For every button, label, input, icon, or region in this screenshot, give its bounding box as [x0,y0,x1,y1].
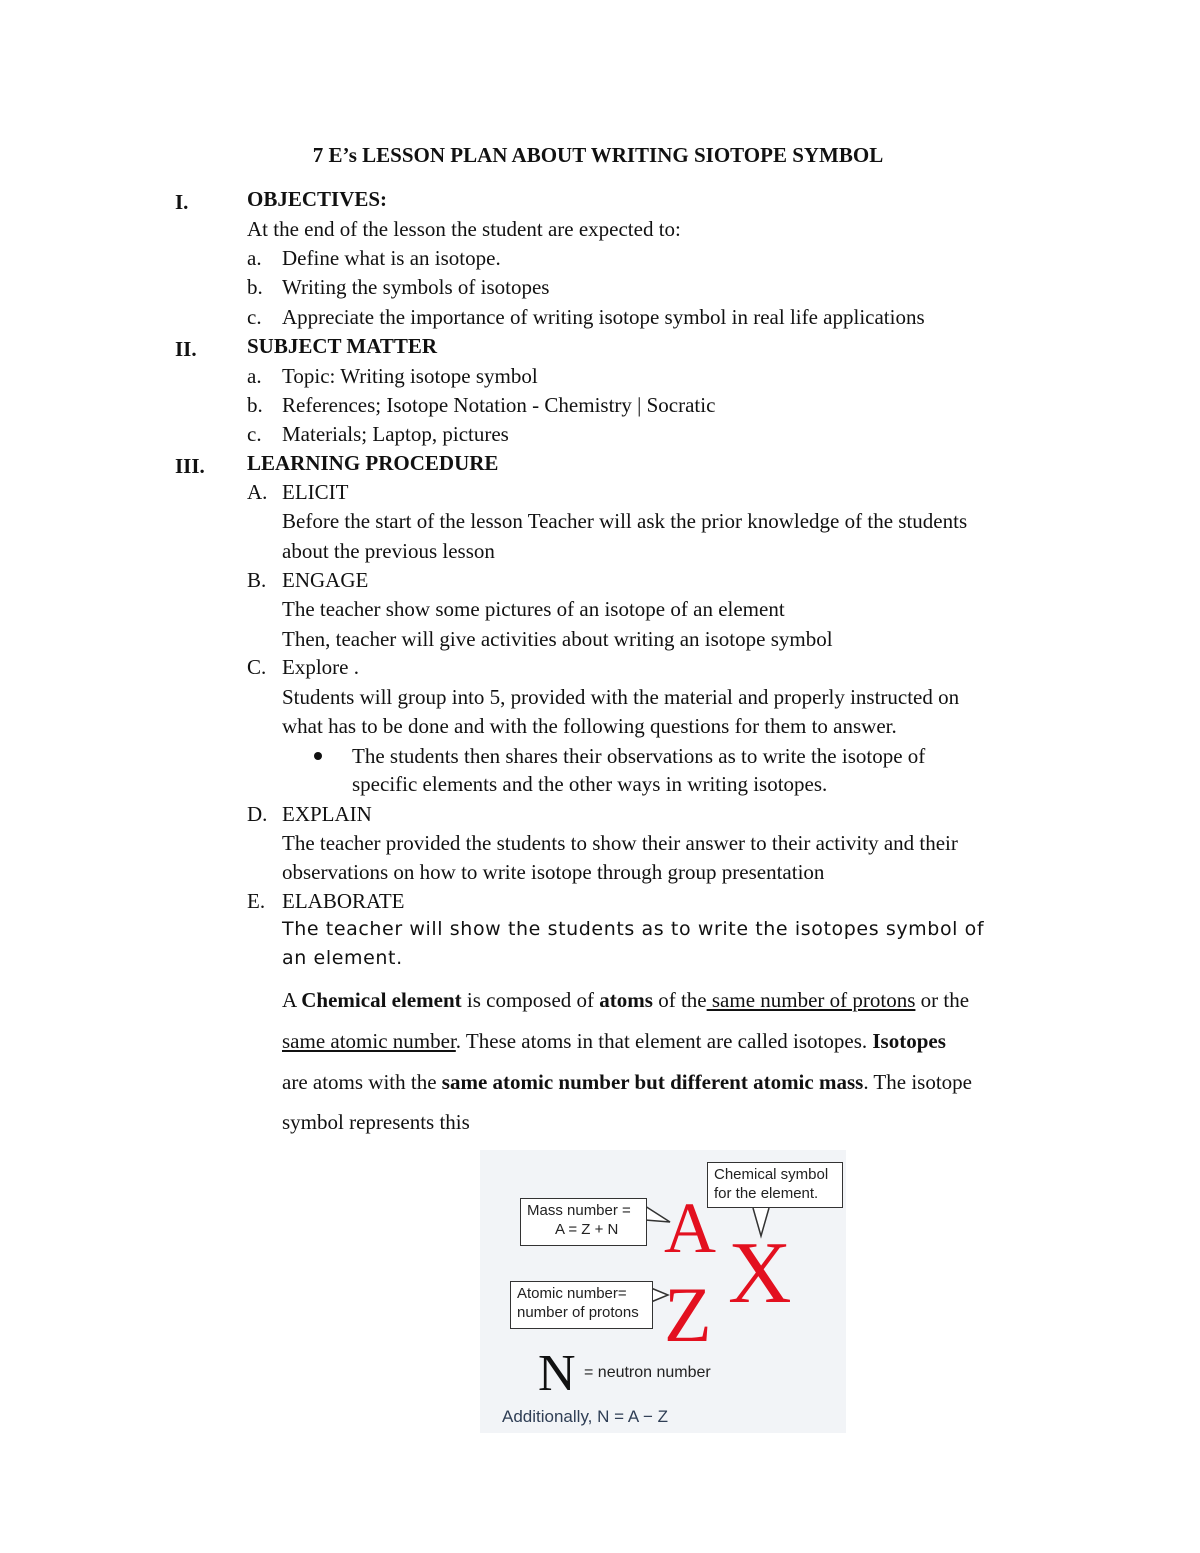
subject-item: Materials; Laptop, pictures [282,422,509,446]
mass-box-line: Mass number = [527,1202,631,1219]
paragraph-line: same atomic number. These atoms in that element are called isotopes. Isotopes [282,1029,946,1053]
symbol-box-line: for the element. [714,1185,819,1202]
element-symbol-letter: X [728,1225,792,1322]
step-text: Before the start of the lesson Teacher will ask the prior knowledge of the students [282,509,968,533]
step-text: what has to be done and with the following questions for them to answer. [282,714,897,738]
step-marker: D. [247,802,268,826]
subject-marker: a. [247,364,262,388]
atomic-box-line: Atomic number= [517,1285,627,1302]
step-marker: C. [247,655,267,679]
objective-item: Writing the symbols of isotopes [282,275,550,299]
step-label-explore: Explore . [282,655,359,679]
step-text: The teacher provided the students to show their answer to their activity and their [282,831,958,855]
subject-item: References; Isotope Notation - Chemistry | Socratic [282,393,716,417]
step-label-elaborate: ELABORATE [282,889,405,913]
mass-number-letter: A [664,1188,716,1268]
step-text: The teacher will show the students as to write the isotopes symbol of [282,918,985,940]
objectives-intro: At the end of the lesson the student are expected to: [247,217,681,241]
isotope-notation-figure [480,1150,846,1433]
paragraph-line: are atoms with the same atomic number but different atomic mass. The isotope [282,1070,972,1094]
paragraph-line: symbol represents this [282,1110,470,1134]
bullet-dot [314,752,322,760]
step-label-elicit: ELICIT [282,480,349,504]
step-text: Students will group into 5, provided with the material and properly instructed on [282,685,960,709]
paragraph-line: A Chemical element is composed of atoms of the same number of protons or the [282,988,970,1012]
step-marker: A. [247,480,268,504]
objective-item: Appreciate the importance of writing isotope symbol in real life applications [282,305,925,329]
neutron-number-label: = neutron number [584,1364,711,1381]
atomic-box-line: number of protons [517,1304,639,1321]
neutron-letter: N [538,1345,576,1402]
section-numeral-objectives: I. [175,190,189,214]
step-text: an element. [282,947,403,969]
objective-item: Define what is an isotope. [282,246,501,270]
objective-marker: b. [247,275,263,299]
step-text: about the previous lesson [282,539,495,563]
step-text: observations on how to write isotope through group presentation [282,860,825,884]
step-marker: E. [247,889,266,913]
objectives-heading: OBJECTIVES: [247,187,388,211]
step-text: Then, teacher will give activities about writing an isotope symbol [282,627,833,651]
symbol-box-line: Chemical symbol [714,1166,829,1183]
subject-marker: c. [247,422,262,446]
mass-number-box [520,1198,647,1246]
step-marker: B. [247,568,267,592]
learning-procedure-heading: LEARNING PROCEDURE [247,451,499,475]
step-label-engage: ENGAGE [282,568,369,592]
section-numeral-subject-matter: II. [175,337,197,361]
objective-marker: a. [247,246,262,270]
step-label-explain: EXPLAIN [282,802,372,826]
atomic-number-box [510,1281,653,1329]
subject-marker: b. [247,393,263,417]
section-numeral-learning-procedure: III. [175,454,205,478]
chemical-symbol-box [707,1162,843,1208]
mass-box-line: A = Z + N [555,1221,619,1238]
atomic-number-letter: Z [664,1271,712,1358]
bullet-text: specific elements and the other ways in writing isotopes. [352,772,828,796]
subject-matter-heading: SUBJECT MATTER [247,334,438,358]
bullet-text: The students then shares their observations as to write the isotope of [352,744,926,768]
objective-marker: c. [247,305,262,329]
page-title: 7 E’s LESSON PLAN ABOUT WRITING SIOTOPE SYMBOL [312,143,884,167]
step-text: The teacher show some pictures of an isotope of an element [282,597,785,621]
subject-item: Topic: Writing isotope symbol [282,364,538,388]
additionally-formula: Additionally, N = A − Z [502,1407,668,1426]
